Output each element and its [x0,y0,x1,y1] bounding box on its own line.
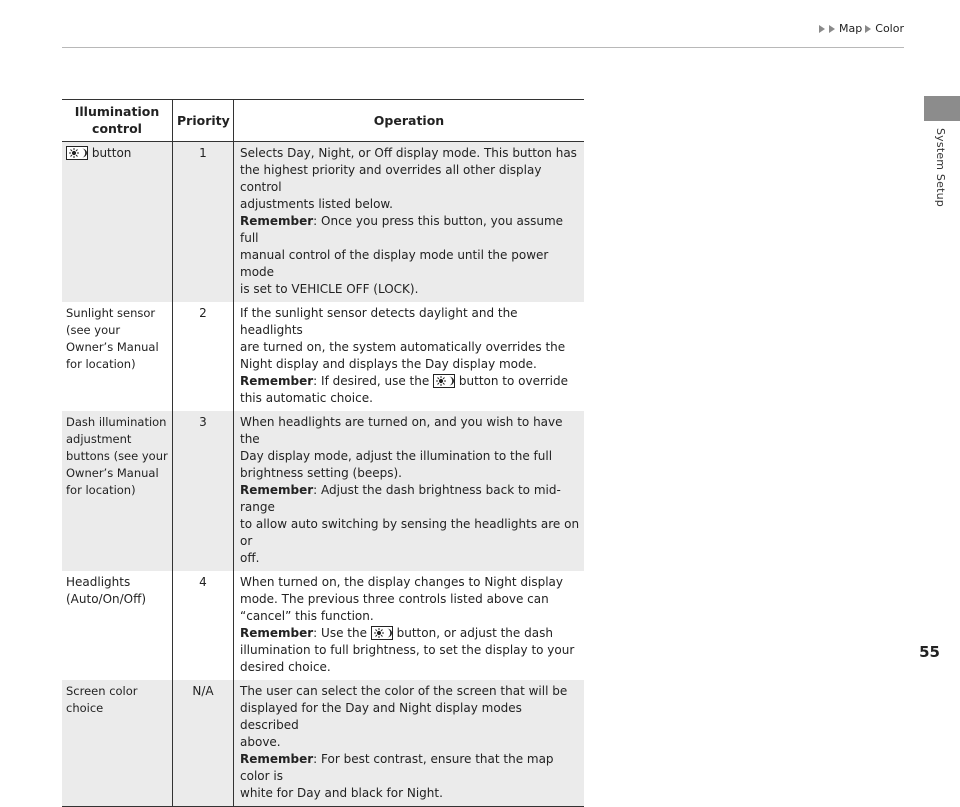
control-cell: Dash illumination adjustment buttons (see your Owner’s Manual for location) [62,411,173,571]
table-row [62,571,584,680]
control-label: button [91,146,132,160]
operation-cell: Selects Day, Night, or Off display mode. This button has the highest priority and overrides all other display control adjustments listed below. Remember: Once you press this button, you assume full manual control of the display mode until the power mode is set to VEHICLE OFF (LOCK). [234,142,585,303]
priority-cell: 2 [173,302,234,411]
operation-cell: When turned on, the display changes to Night display mode. The previous three controls listed above can “cancel” this function. Remember: Use the button, or adjust the dash illumination to full brightness, to set the display to your desired choice. [240,575,575,674]
breadcrumb-item-color[interactable]: Color [875,22,904,35]
control-cell [62,142,173,303]
table-row [62,302,584,411]
remember-label: Remember [240,483,314,497]
day-night-button-icon [66,146,88,160]
table-row [62,680,584,807]
breadcrumb [819,22,904,35]
day-night-button-icon [433,374,455,388]
priority-cell: 4 [173,571,234,680]
section-label: System Setup [934,128,947,207]
table-row [62,411,584,571]
table-row [62,142,584,303]
day-night-button-icon [371,626,393,640]
breadcrumb-item-map[interactable]: Map [839,22,863,35]
remember-label: Remember [240,752,314,766]
control-cell: Screen color choice [62,680,173,807]
priority-cell: N/A [173,680,234,807]
breadcrumb-arrow-icon [829,25,835,33]
operation-cell: The user can select the color of the screen that will be displayed for the Day and Night display modes described above. Remember: For best contrast, ensure that the map color is white for Day and black for Night. [234,680,585,807]
header-divider [62,47,904,48]
priority-cell: 1 [173,142,234,303]
header-operation: Operation [234,100,585,142]
priority-cell: 3 [173,411,234,571]
operation-cell: When headlights are turned on, and you wish to have the Day display mode, adjust the illumination to the full brightness setting (beeps). Remember: Adjust the dash brightness back to mid-range to allow auto switching by sensing the headlights are on or off. [234,411,585,571]
header-illumination-control: Illumination control [62,100,173,142]
operation-cell: If the sunlight sensor detects daylight and the headlights are turned on, the system automatically overrides the Night display and displays the Day display mode. Remember: If desired, use the button to override this automatic choice. [240,306,568,405]
control-cell: Headlights (Auto/On/Off) [62,571,173,680]
control-cell: Sunlight sensor (see your Owner’s Manual for location) [62,302,173,411]
page-number: 55 [919,643,940,661]
remember-label: Remember [240,214,314,228]
breadcrumb-arrow-icon [819,25,825,33]
header-priority: Priority [173,100,234,142]
illumination-control-table [62,99,584,807]
remember-label: Remember [240,626,314,640]
table-header-row [62,100,584,142]
section-tab [924,96,960,121]
breadcrumb-arrow-icon [865,25,871,33]
remember-label: Remember [240,374,314,388]
